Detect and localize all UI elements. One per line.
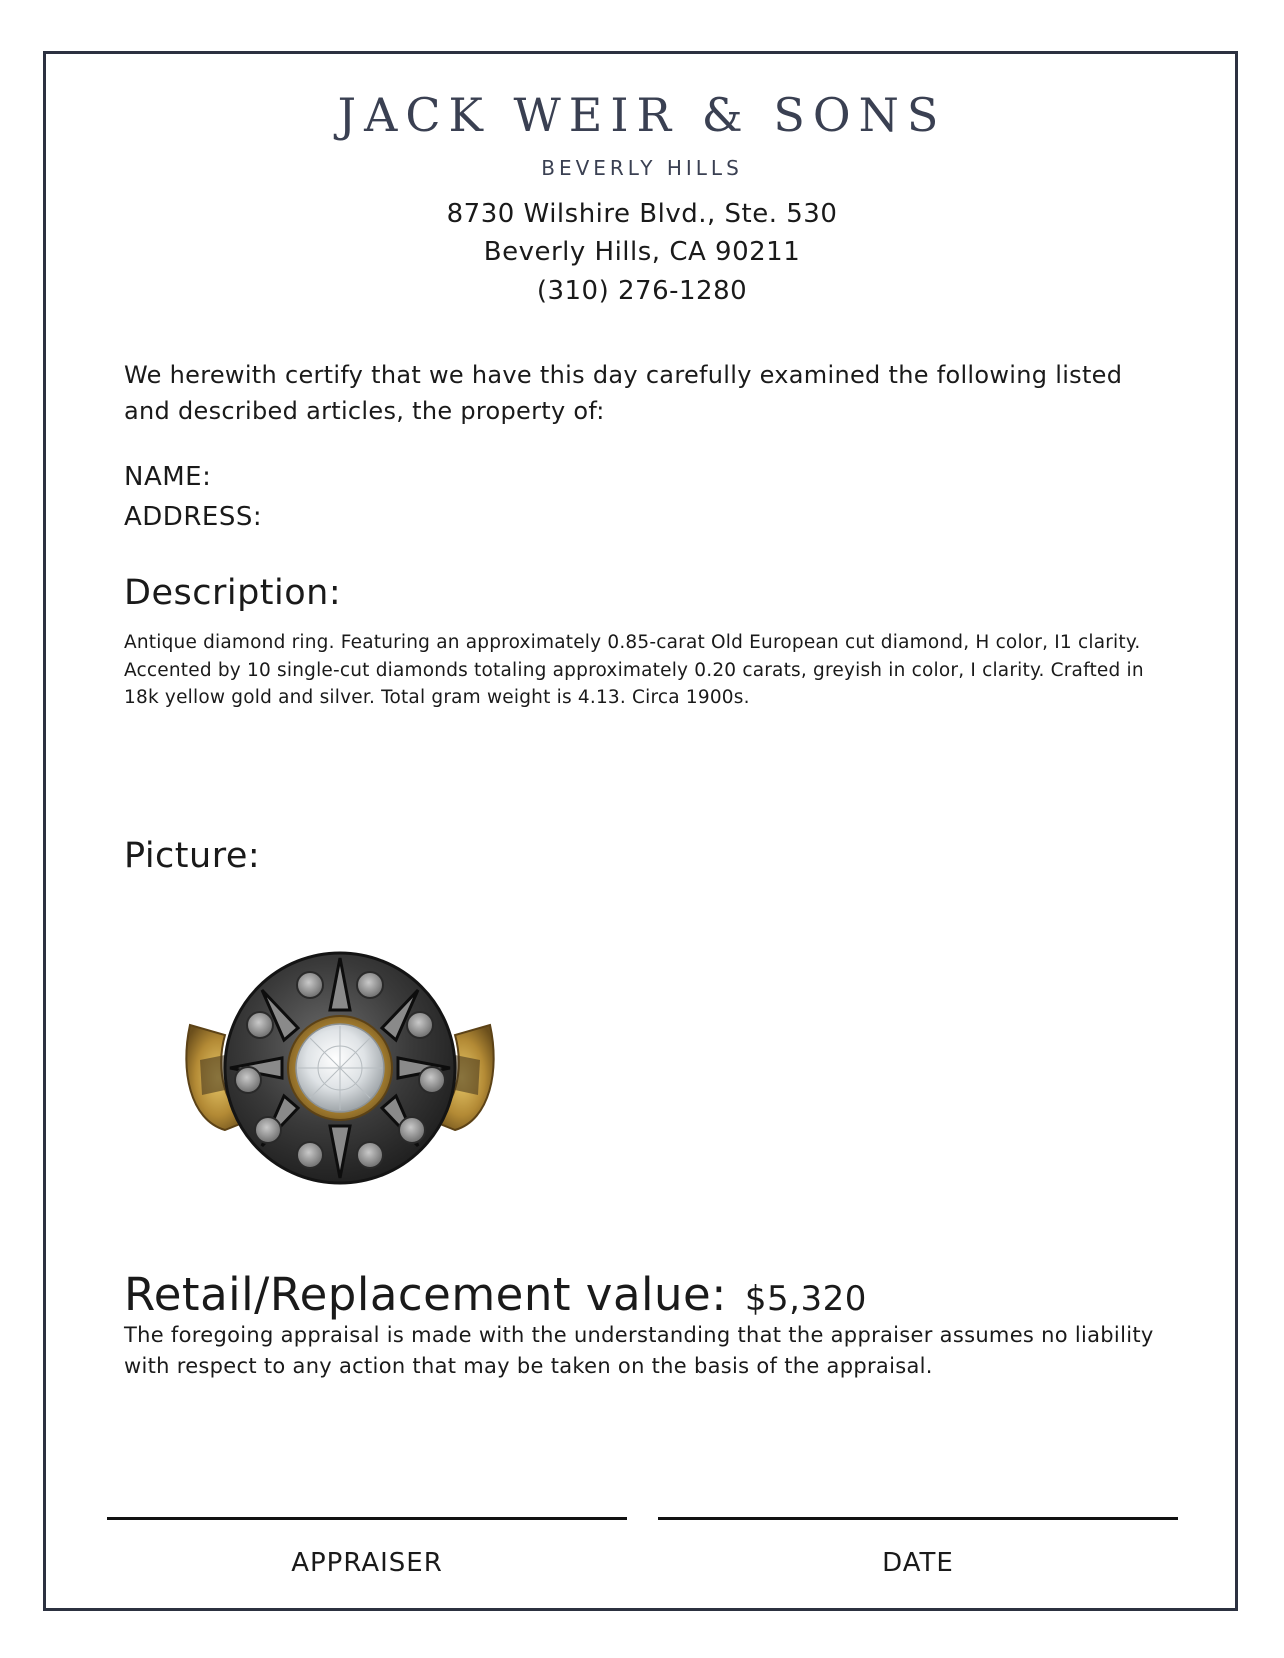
company-name: JACK WEIR & SONS (337, 88, 947, 142)
appraiser-label: APPRAISER (291, 1548, 443, 1578)
ring-photo (180, 950, 500, 1215)
city-state-zip: Beverly Hills, CA 90211 (483, 237, 801, 267)
description-heading: Description: (124, 573, 342, 613)
street-address: 8730 Wilshire Blvd., Ste. 530 (446, 199, 838, 229)
valuation-row (124, 1268, 867, 1321)
phone-number: (310) 276-1280 (536, 276, 748, 306)
date-label: DATE (882, 1548, 954, 1578)
description-text: Antique diamond ring. Featuring an approximately 0.85-carat Old European cut diamond, H color, I1 clarity. Accented by 10 single-cut diamonds totaling approximately 0.20 carats, greyish in color, I clarity. Crafted in 18k yellow gold and silver. Total gram weight is 4.13. Circa 1900s. (124, 632, 1144, 708)
picture-heading: Picture: (124, 836, 261, 876)
address-field-label: ADDRESS: (124, 502, 263, 532)
appraisal-disclaimer: The foregoing appraisal is made with the understanding that the appraiser assumes no liability with respect to any action that may be taken on the basis of the appraisal. (124, 1323, 1154, 1378)
company-location: BEVERLY HILLS (541, 156, 743, 180)
certification-statement: We herewith certify that we have this day carefully examined the following listed and described articles, the property of: (124, 361, 1123, 425)
name-field-label: NAME: (124, 462, 212, 492)
valuation-label: Retail/Replacement value: (124, 1268, 727, 1321)
date-signature-line (658, 1517, 1178, 1520)
valuation-amount: $5,320 (744, 1279, 867, 1319)
appraiser-signature-line (107, 1517, 627, 1520)
